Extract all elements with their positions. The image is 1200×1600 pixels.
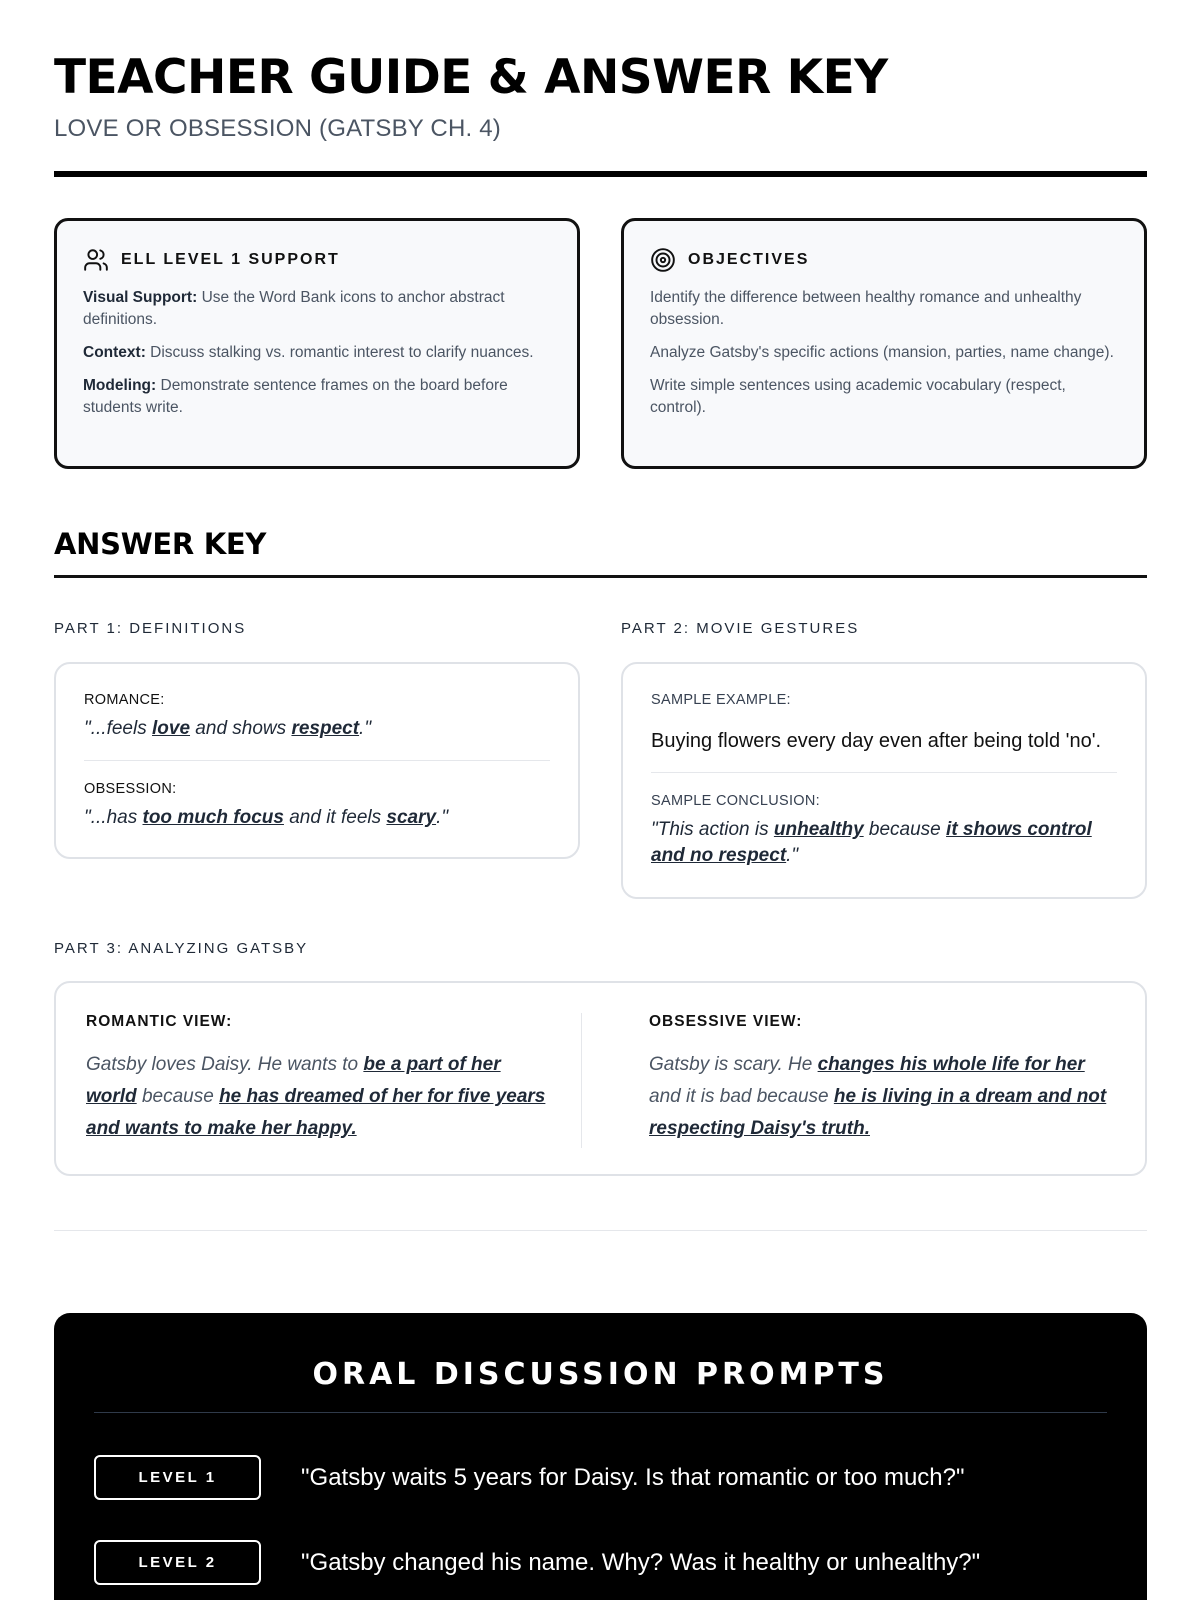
prompt-text: "Gatsby waits 5 years for Daisy. Is that romantic or too much?"	[301, 1463, 965, 1491]
ell-card-header	[83, 247, 551, 273]
part2-label: PART 2: MOVIE GESTURES	[621, 620, 860, 637]
prompt-text: "Gatsby changed his name. Why? Was it healthy or unhealthy?"	[301, 1548, 981, 1576]
obsessive-view-column	[649, 1013, 1109, 1145]
sample-example: Buying flowers every day even after being told 'no'.	[651, 730, 1102, 752]
definitions-box	[54, 662, 580, 859]
romantic-view-label: ROMANTIC VIEW:	[86, 1013, 233, 1030]
part1-label: PART 1: DEFINITIONS	[54, 620, 247, 637]
page-title: TEACHER GUIDE & ANSWER KEY	[54, 50, 888, 105]
ell-item: Modeling: Demonstrate sentence frames on the board before students write.	[83, 377, 508, 416]
romance-definition: "...feels love and shows respect."	[84, 718, 372, 739]
title-divider	[54, 171, 1147, 177]
sample-example-label: SAMPLE EXAMPLE:	[651, 692, 791, 708]
target-icon	[650, 247, 676, 273]
ell-item: Visual Support: Use the Word Bank icons to anchor abstract definitions.	[83, 289, 505, 328]
oral-discussion-panel	[54, 1313, 1147, 1600]
objectives-card-header	[650, 247, 1118, 273]
analyzing-gatsby-box	[54, 981, 1147, 1176]
section-divider	[54, 1230, 1147, 1231]
answer-key-divider	[54, 575, 1147, 578]
gestures-divider	[651, 772, 1117, 773]
ell-card-heading: ELL LEVEL 1 SUPPORT	[121, 251, 340, 268]
ell-item: Context: Discuss stalking vs. romantic interest to clarify nuances.	[83, 344, 534, 361]
romantic-view-column	[86, 1013, 556, 1145]
romance-label: ROMANCE:	[84, 692, 165, 708]
objectives-card	[621, 218, 1147, 469]
users-icon	[83, 247, 109, 273]
definitions-divider	[84, 760, 550, 761]
objective-item: Write simple sentences using academic vocabulary (respect, control).	[650, 377, 1066, 416]
objective-item: Identify the difference between healthy romance and unhealthy obsession.	[650, 289, 1082, 328]
obsession-definition: "...has too much focus and it feels scary."	[84, 807, 449, 828]
obsession-label: OBSESSION:	[84, 781, 177, 797]
obsessive-view-label: OBSESSIVE VIEW:	[649, 1013, 803, 1030]
sample-conclusion: "This action is unhealthy because it shows control and no respect."	[651, 819, 1092, 866]
part3-label: PART 3: ANALYZING GATSBY	[54, 940, 309, 957]
ell-support-card	[54, 218, 580, 469]
discussion-prompt	[94, 1540, 980, 1585]
romantic-view-text: Gatsby loves Daisy. He wants to be a part of her world because he has dreamed of her for five years and wants to make her happy.	[86, 1054, 546, 1139]
oral-discussion-title: ORAL DISCUSSION PROMPTS	[312, 1357, 889, 1392]
objective-item: Analyze Gatsby's specific actions (mansion, parties, name change).	[650, 344, 1114, 361]
column-divider	[581, 1013, 582, 1148]
obsessive-view-text: Gatsby is scary. He changes his whole life for her and it is bad because he is living in a dream and not respecting Daisy's truth.	[649, 1054, 1107, 1139]
page-subtitle: LOVE OR OBSESSION (GATSBY CH. 4)	[54, 115, 501, 142]
discussion-prompt	[94, 1455, 965, 1500]
level-badge: LEVEL 1	[94, 1455, 261, 1500]
movie-gestures-box	[621, 662, 1147, 899]
level-badge: LEVEL 2	[94, 1540, 261, 1585]
oral-divider	[94, 1412, 1107, 1413]
answer-key-title: ANSWER KEY	[54, 527, 267, 561]
objectives-card-heading: OBJECTIVES	[688, 251, 810, 268]
sample-conclusion-label: SAMPLE CONCLUSION:	[651, 793, 820, 809]
